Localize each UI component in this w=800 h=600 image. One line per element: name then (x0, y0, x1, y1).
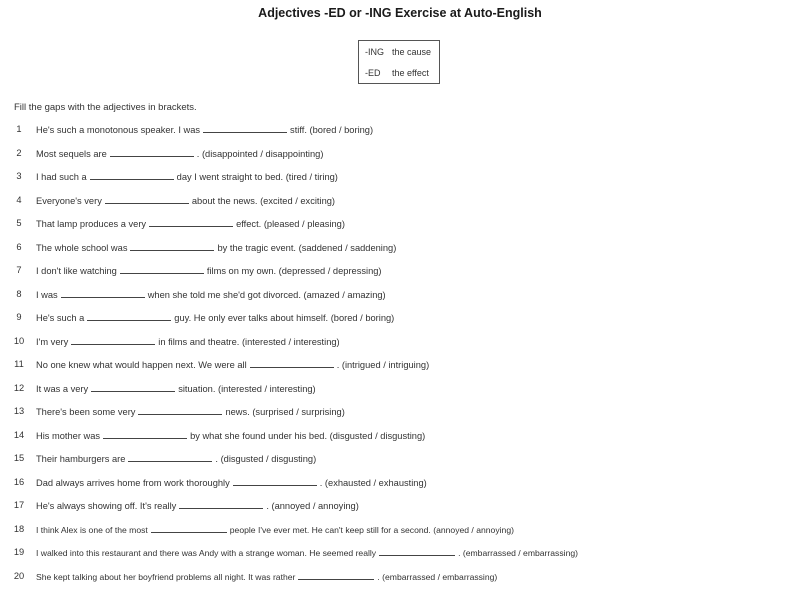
answer-blank[interactable] (91, 382, 175, 392)
legend-suffix: -ED (365, 68, 381, 78)
answer-blank[interactable] (71, 335, 155, 345)
item-text-before: I was (36, 289, 58, 300)
answer-blank[interactable] (120, 264, 204, 274)
legend-box (358, 40, 440, 84)
answer-blank[interactable] (203, 123, 287, 133)
item-text-before: I don't like watching (36, 266, 117, 276)
legend-row-ed (365, 67, 429, 79)
item-number: 11 (14, 359, 24, 369)
item-text-after: by what she found under his bed. (disgusted / disgusting) (190, 430, 426, 441)
item-text-before: I walked into this restaurant and there was Andy with a strange woman. He seemed really (36, 548, 377, 558)
item-number: 3 (16, 171, 22, 181)
answer-blank[interactable] (138, 405, 222, 415)
item-text-before: It was a very (36, 383, 89, 394)
item-number: 8 (16, 288, 22, 299)
item-text-after: . (embarrassed / embarrassing) (458, 548, 578, 558)
item-text-before: He's such a monotonous speaker. I was (36, 125, 201, 135)
answer-blank[interactable] (379, 546, 455, 556)
item-text-before: The whole school was (36, 242, 128, 253)
item-text-after: in films and theatre. (interested / interesting) (158, 336, 340, 347)
item-text-after: . (exhausted / exhausting) (319, 477, 427, 488)
item-number: 4 (16, 194, 22, 205)
item-number: 6 (16, 241, 22, 252)
item-text-after: day I went straight to bed. (tired / tiring) (176, 172, 338, 182)
item-text-before: I'm very (36, 336, 69, 347)
item-text-before: I think Alex is one of the most (36, 524, 148, 535)
legend-meaning: the cause (392, 47, 432, 57)
answer-blank[interactable] (105, 194, 189, 204)
item-number: 15 (13, 453, 25, 463)
item-text-after: . (annoyed / annoying) (266, 501, 359, 511)
item-number: 14 (13, 429, 25, 440)
item-text-before: He's always showing off. It's really (36, 501, 177, 511)
item-number: 7 (16, 265, 22, 275)
item-text-after: about the news. (excited / exciting) (191, 195, 336, 206)
answer-blank[interactable] (298, 570, 374, 580)
item-number: 16 (13, 476, 25, 487)
item-number: 10 (13, 335, 25, 346)
item-number: 2 (16, 147, 22, 158)
item-number: 13 (13, 406, 25, 416)
item-text-before: He's such a (36, 313, 85, 323)
instructions: Fill the gaps with the adjectives in brackets. (14, 102, 197, 113)
item-number: 9 (16, 312, 22, 322)
answer-blank[interactable] (179, 499, 263, 509)
item-text-after: people I've ever met. He can't keep still for a second. (annoyed / annoying) (229, 524, 514, 535)
answer-blank[interactable] (87, 311, 171, 321)
answer-blank[interactable] (151, 523, 227, 533)
item-text-after: effect. (pleased / pleasing) (236, 219, 345, 229)
item-text-after: news. (surprised / surprising) (225, 407, 345, 417)
item-text-after: by the tragic event. (saddened / saddening) (217, 242, 397, 253)
item-text-before: His mother was (36, 430, 101, 441)
item-number: 5 (16, 218, 22, 228)
answer-blank[interactable] (250, 358, 334, 368)
item-number: 18 (13, 523, 25, 534)
item-number: 19 (13, 547, 25, 557)
item-text-after: guy. He only ever talks about himself. (bored / boring) (174, 313, 395, 323)
answer-blank[interactable] (110, 147, 194, 157)
item-text-before: Their hamburgers are (36, 454, 126, 464)
answer-blank[interactable] (130, 241, 214, 251)
item-number: 17 (13, 500, 25, 510)
item-text-before: There's been some very (36, 407, 136, 417)
answer-blank[interactable] (103, 429, 187, 439)
item-text-before: Everyone's very (36, 195, 102, 206)
legend-suffix: -ING (365, 47, 384, 57)
item-text-after: . (intrigued / intriguing) (336, 360, 430, 370)
item-text-after: . (disgusted / disgusting) (215, 454, 317, 464)
item-text-after: . (embarrassed / embarrassing) (377, 571, 498, 582)
answer-blank[interactable] (233, 476, 317, 486)
item-text-before: Dad always arrives home from work thoroughly (36, 477, 230, 488)
item-number: 1 (16, 124, 22, 134)
item-text-after: films on my own. (depressed / depressing) (206, 266, 382, 276)
answer-blank[interactable] (128, 452, 212, 462)
item-text-after: when she told me she'd got divorced. (amazed / amazing) (147, 289, 386, 300)
page-title: Adjectives -ED or -ING Exercise at Auto-English (258, 6, 542, 20)
item-text-after: . (disappointed / disappointing) (196, 148, 324, 159)
legend-meaning: the effect (392, 68, 429, 78)
answer-blank[interactable] (61, 288, 145, 298)
item-number: 12 (13, 382, 25, 393)
item-text-before: She kept talking about her boyfriend problems all night. It was rather (36, 571, 296, 582)
item-text-before: Most sequels are (36, 148, 107, 159)
item-text-after: stiff. (bored / boring) (290, 125, 374, 135)
answer-blank[interactable] (149, 217, 233, 227)
item-text-before: That lamp produces a very (36, 219, 147, 229)
item-text-before: I had such a (36, 172, 87, 182)
item-number: 20 (13, 570, 25, 581)
answer-blank[interactable] (90, 170, 174, 180)
legend-row-ing (365, 46, 431, 58)
item-text-before: No one knew what would happen next. We were all (36, 360, 247, 370)
item-text-after: situation. (interested / interesting) (178, 383, 316, 394)
